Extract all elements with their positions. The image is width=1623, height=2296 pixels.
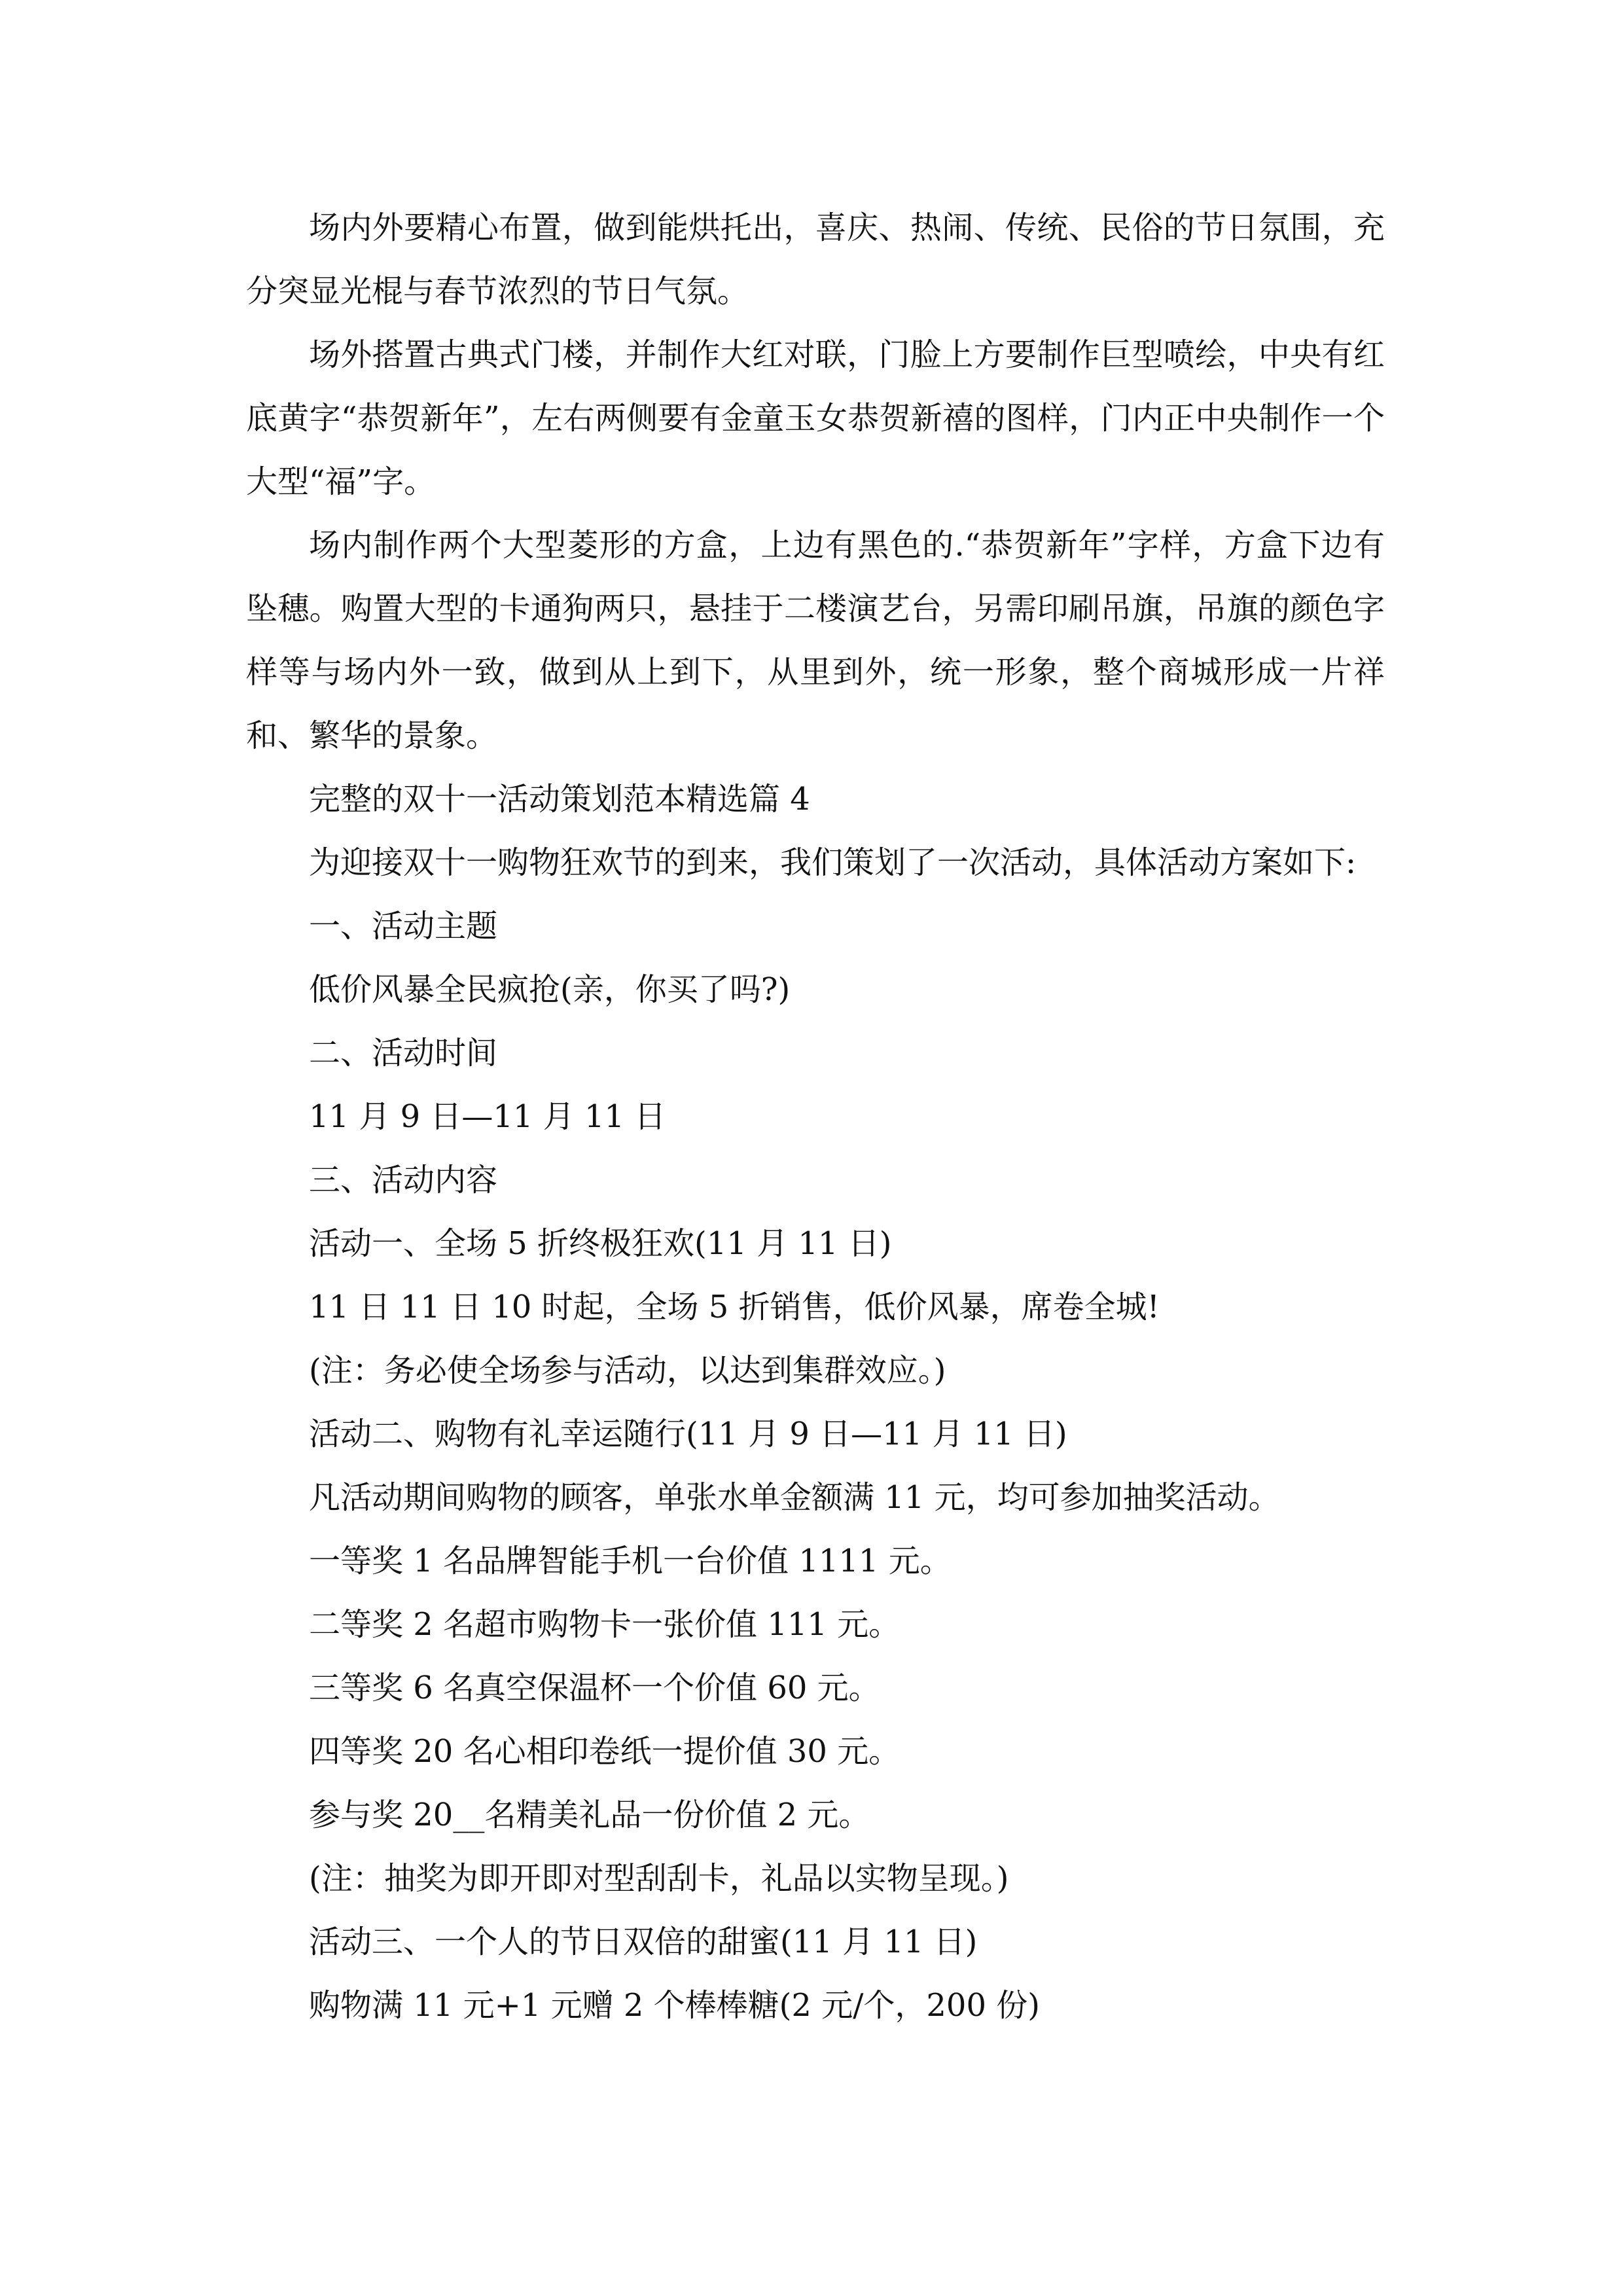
heading-theme: 一、活动主题 [309,908,498,944]
theme-text: 低价风暴全民疯抢(亲，你买了吗?) [309,971,791,1008]
time-text: 11 月 9 日—11 月 11 日 [309,1098,666,1135]
prize-participation: 参与奖 20__名精美礼品一份价值 2 元。 [309,1797,870,1833]
activity-one-title: 活动一、全场 5 折终极狂欢(11 月 11 日) [309,1225,892,1262]
activity-one-note: (注：务必使全场参与活动，以达到集群效应。) [309,1352,946,1389]
activity-three-title: 活动三、一个人的节日双倍的甜蜜(11 月 11 日) [309,1924,978,1960]
activity-two-title: 活动二、购物有礼幸运随行(11 月 9 日—11 月 11 日) [309,1416,1067,1452]
paragraph-indoor-decoration: 场内制作两个大型菱形的方盒，上边有黑色的.“恭贺新年”字样，方盒下边有坠穗。购置大型的卡通狗两只，悬挂于二楼演艺台，另需印刷吊旗，吊旗的颜色字样等与场内外一致，做到从上到下，从里到外，统一形象，整个商城形成一片祥和、繁华的景象。 [246,527,1385,754]
prize-fourth: 四等奖 20 名心相印卷纸一提价值 30 元。 [309,1733,901,1770]
paragraph-venue-decoration: 场内外要精心布置，做到能烘托出，喜庆、热闹、传统、民俗的节日氛围，充分突显光棍与春节浓烈的节日气氛。 [246,209,1385,310]
intro-line: 为迎接双十一购物狂欢节的到来，我们策划了一次活动，具体活动方案如下: [309,844,1357,881]
paragraph-outdoor-gate: 场外搭置古典式门楼，并制作大红对联，门脸上方要制作巨型喷绘，中央有红底黄字“恭贺新年”，左右两侧要有金童玉女恭贺新禧的图样，门内正中央制作一个大型“福”字。 [246,336,1385,500]
prize-first: 一等奖 1 名品牌智能手机一台价值 1111 元。 [309,1543,952,1579]
activity-two-text: 凡活动期间购物的顾客，单张水单金额满 11 元，均可参加抽奖活动。 [309,1479,1280,1516]
prize-third: 三等奖 6 名真空保温杯一个价值 60 元。 [309,1670,880,1706]
section-title: 完整的双十一活动策划范本精选篇 4 [309,781,810,817]
prize-second: 二等奖 2 名超市购物卡一张价值 111 元。 [309,1606,901,1643]
heading-time: 二、活动时间 [309,1035,498,1071]
heading-content: 三、活动内容 [309,1162,498,1198]
activity-three-text: 购物满 11 元+1 元赠 2 个棒棒糖(2 元/个，200 份) [309,1987,1040,2024]
body-text [246,196,1385,2037]
activity-two-note: (注：抽奖为即开即对型刮刮卡，礼品以实物呈现。) [309,1860,1009,1897]
activity-one-text: 11 日 11 日 10 时起，全场 5 折销售，低价风暴，席卷全城! [309,1289,1160,1325]
